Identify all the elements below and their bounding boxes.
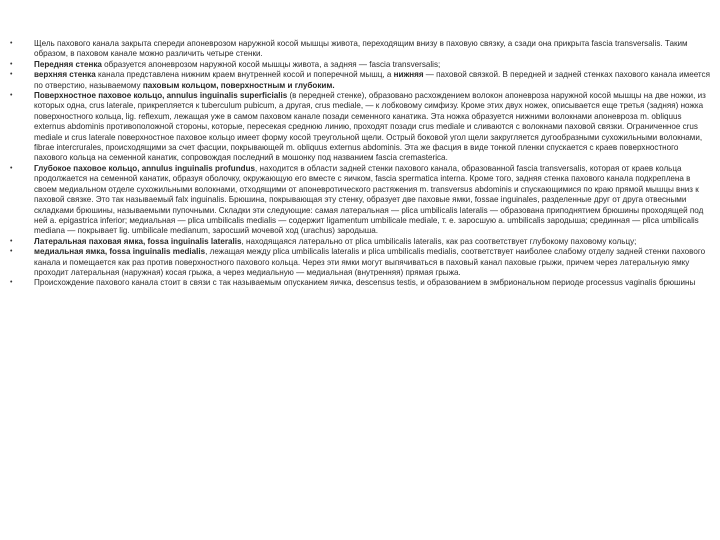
bold-term: Глубокое паховое кольцо, annulus inguinalis profundus <box>34 163 256 173</box>
bullet-icon: • <box>10 71 13 79</box>
list-item <box>10 39 710 60</box>
list-item <box>10 278 710 288</box>
paragraph-text: , лежащая между plica umbilicalis lateralis и plica umbilicalis medialis, соответствует наиболее слабому отделу задней стенки пахового канала и помещается как раз против поверхностного пахового кольца. Через эти ямки могут выпячиваться в паховый канал паховые грыжи, причем через латеральную ямку проходит латеральная (наружная) косая грыжа, а через медиальную — медиальная (внутренняя) прямая грыжа. <box>34 247 706 277</box>
bold-term: Поверхностное паховое кольцо, annulus inguinalis superficialis <box>34 91 288 101</box>
bold-term: нижняя <box>393 70 424 80</box>
bold-term: медиальная ямка, fossa inguinalis medialis <box>34 247 206 257</box>
list-item <box>10 164 710 237</box>
bullet-icon: • <box>10 60 13 68</box>
list-item <box>10 91 710 164</box>
bullet-icon: • <box>10 237 13 245</box>
paragraph-text: — паховой связкой. В передней и задней стенках пахового канала имеется по отверстию, называемому <box>34 70 710 90</box>
bullet-icon: • <box>10 40 13 47</box>
bullet-icon: • <box>10 92 13 100</box>
bullet-icon: • <box>10 164 13 172</box>
paragraph-text: Происхождение пахового канала стоит в связи с так называемым опусканием яичка, descensus testis, и образованием в эмбриональном периоде processus vaginalis брюшины <box>34 278 696 288</box>
bold-term: паховым кольцом, поверхностным и глубоким. <box>142 80 335 90</box>
paragraph-text: образуется апоневрозом наружной косой мышцы живота, а задняя — fascia transversalis; <box>101 59 441 69</box>
list-item <box>10 70 710 91</box>
paragraph-text: Щель пахового канала закрыта спереди апоневрозом наружной косой мышцы живота, переходящим внизу в паховую связку, а сзади она прикрыта fascia transversalis. Таким образом, в паховом канале можно различить четыре стенки. <box>34 39 688 59</box>
bold-term: Латеральная паховая ямка, fossa inguinalis lateralis <box>34 236 242 246</box>
bullet-icon: • <box>10 248 13 256</box>
list-item <box>10 60 710 70</box>
bullet-list <box>10 39 710 289</box>
bold-term: Передняя стенка <box>34 59 102 69</box>
paragraph-text: , находящаяся латерально от plica umbilicalis lateralis, как раз соответствует глубокому паховому кольцу; <box>241 236 637 246</box>
paragraph-text: , находится в области задней стенки пахового канала, образованной fascia transversalis, которая от краев кольца продолжается на семенной канатик, образуя оболочку, окружающую его вместе с яичком, fascia spermatica interna. Кроме того, задняя стенка пахового канала подкреплена в своем медиальном отделе сухожильными волокнами, отходящими от апоневротического растяжения m. transversus abdominis и спускающимися по краю прямой мышцы вниз к паховой связке. Это так называемый falx inguinalis. Брюшина, покрывающая эту стенку, образует две паховые ямки, fossae inguinales, разделенные друг от друга отвесными складками брюшины, называемыми пупочными. Складки эти следующие: самая латеральная — plica umbilicalis lateralis — образована приподнятием брюшины проходящей под ней a. epigastrica inferior; медиальная — plica umbilicalis medialis — содержит ligamentum umbilicale mediale, т. е. заросшую a. umbilicalis зародыша; срединная — plica umbilicalis mediana — покрывает lig. umbilicale medianum, заросший мочевой ход (urachus) зародыша. <box>34 163 704 236</box>
list-item <box>10 247 710 278</box>
paragraph-text: канала представлена нижним краем внутренней косой и поперечной мышц, а <box>95 70 394 80</box>
list-item <box>10 237 710 247</box>
bold-term: верхняя стенка <box>34 70 96 80</box>
bullet-icon: • <box>10 279 13 287</box>
paragraph-text: (в передней стенке), образовано расхождением волокон апоневроза наружной косой мышцы на две ножки, из которых одна, crus laterale, прикрепляется к tuberculum pubicum, а другая, crus mediale, — к лобковому симфизу. Кроме этих двух ножек, описывается еще третья (задняя) ножка поверхностного кольца, lig. reflexum, лежащая уже в самом паховом канале позади семенного канатика. Эта ножка образуется нижними волокнами апоневроза m. obliquus externus abdominis противоположной стороны, которые, пересекая среднюю линию, проходят позади crus mediale и сливаются с волокнами паховой связки. Ограниченное crus mediale и crus laterale поверхностное паховое кольцо имеет форму косой треугольной щели. Острый боковой угол щели закругляется дугообразными сухожильными волокнами, fibrae intercrurales, происходящими за счет фасции, покрывающей m. obliquus externus abdominis. Эта же фасция в виде тонкой пленки спускается с краев поверхностного пахового кольца на семенной канатик, сопровождая последний в мошонку под названием fascia cremasterica. <box>34 91 706 163</box>
